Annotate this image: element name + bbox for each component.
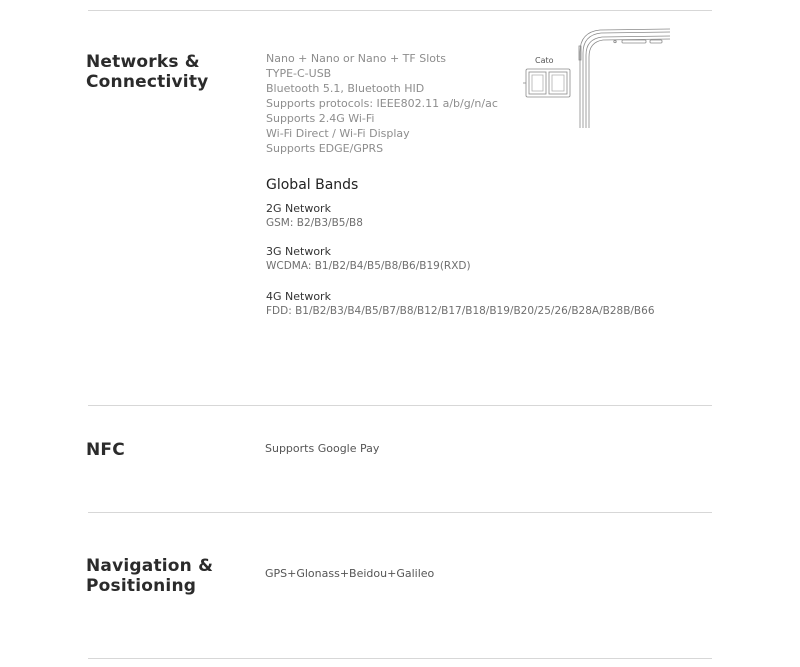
global-bands-heading: Global Bands <box>266 177 359 193</box>
section-divider-top <box>88 10 712 11</box>
sim-tray-diagram-label: Cato <box>535 56 554 65</box>
spec-item-wifi-band: Supports 2.4G Wi-Fi <box>266 112 375 125</box>
nfc-title-text: NFC <box>86 440 125 460</box>
band-name-4g: 4G Network <box>266 290 331 303</box>
band-value-2g: GSM: B2/B3/B5/B8 <box>266 217 363 229</box>
networks-section-title <box>86 52 208 92</box>
band-name-2g: 2G Network <box>266 202 331 215</box>
band-value-4g: FDD: B1/B2/B3/B4/B5/B7/B8/B12/B17/B18/B19/B20/25/26/B28A/B28B/B66 <box>266 305 655 317</box>
spec-item-edge-gprs: Supports EDGE/GPRS <box>266 142 384 155</box>
navigation-title-line-2: Positioning <box>86 576 197 596</box>
spec-item-bluetooth: Bluetooth 5.1, Bluetooth HID <box>266 82 425 95</box>
nfc-value: Supports Google Pay <box>265 442 380 455</box>
section-divider-nfc <box>88 405 712 406</box>
band-group-2g <box>266 201 363 231</box>
section-divider-navigation <box>88 512 712 513</box>
spec-item-usb: TYPE-C-USB <box>266 67 332 80</box>
navigation-section-title <box>86 556 213 596</box>
networks-title-line-2: Connectivity <box>86 72 209 92</box>
nfc-section-title <box>86 440 125 460</box>
navigation-value: GPS+Glonass+Beidou+Galileo <box>265 567 435 580</box>
band-group-3g <box>266 244 471 274</box>
navigation-title-line-1: Navigation & <box>86 556 214 576</box>
sim-tray-diagram-illustration <box>520 26 672 132</box>
section-divider-bottom <box>88 658 712 659</box>
networks-title-line-1: Networks & <box>86 52 200 72</box>
connectivity-spec-list <box>266 51 498 156</box>
spec-item-wifi-protocols: Supports protocols: IEEE802.11 a/b/g/n/ac <box>266 97 498 110</box>
band-value-3g: WCDMA: B1/B2/B4/B5/B8/B6/B19(RXD) <box>266 260 471 272</box>
band-group-4g <box>266 289 655 319</box>
spec-item-wifi-direct: Wi-Fi Direct / Wi-Fi Display <box>266 127 410 140</box>
band-name-3g: 3G Network <box>266 245 331 258</box>
spec-item-sim-slots: Nano + Nano or Nano + TF Slots <box>266 52 447 65</box>
